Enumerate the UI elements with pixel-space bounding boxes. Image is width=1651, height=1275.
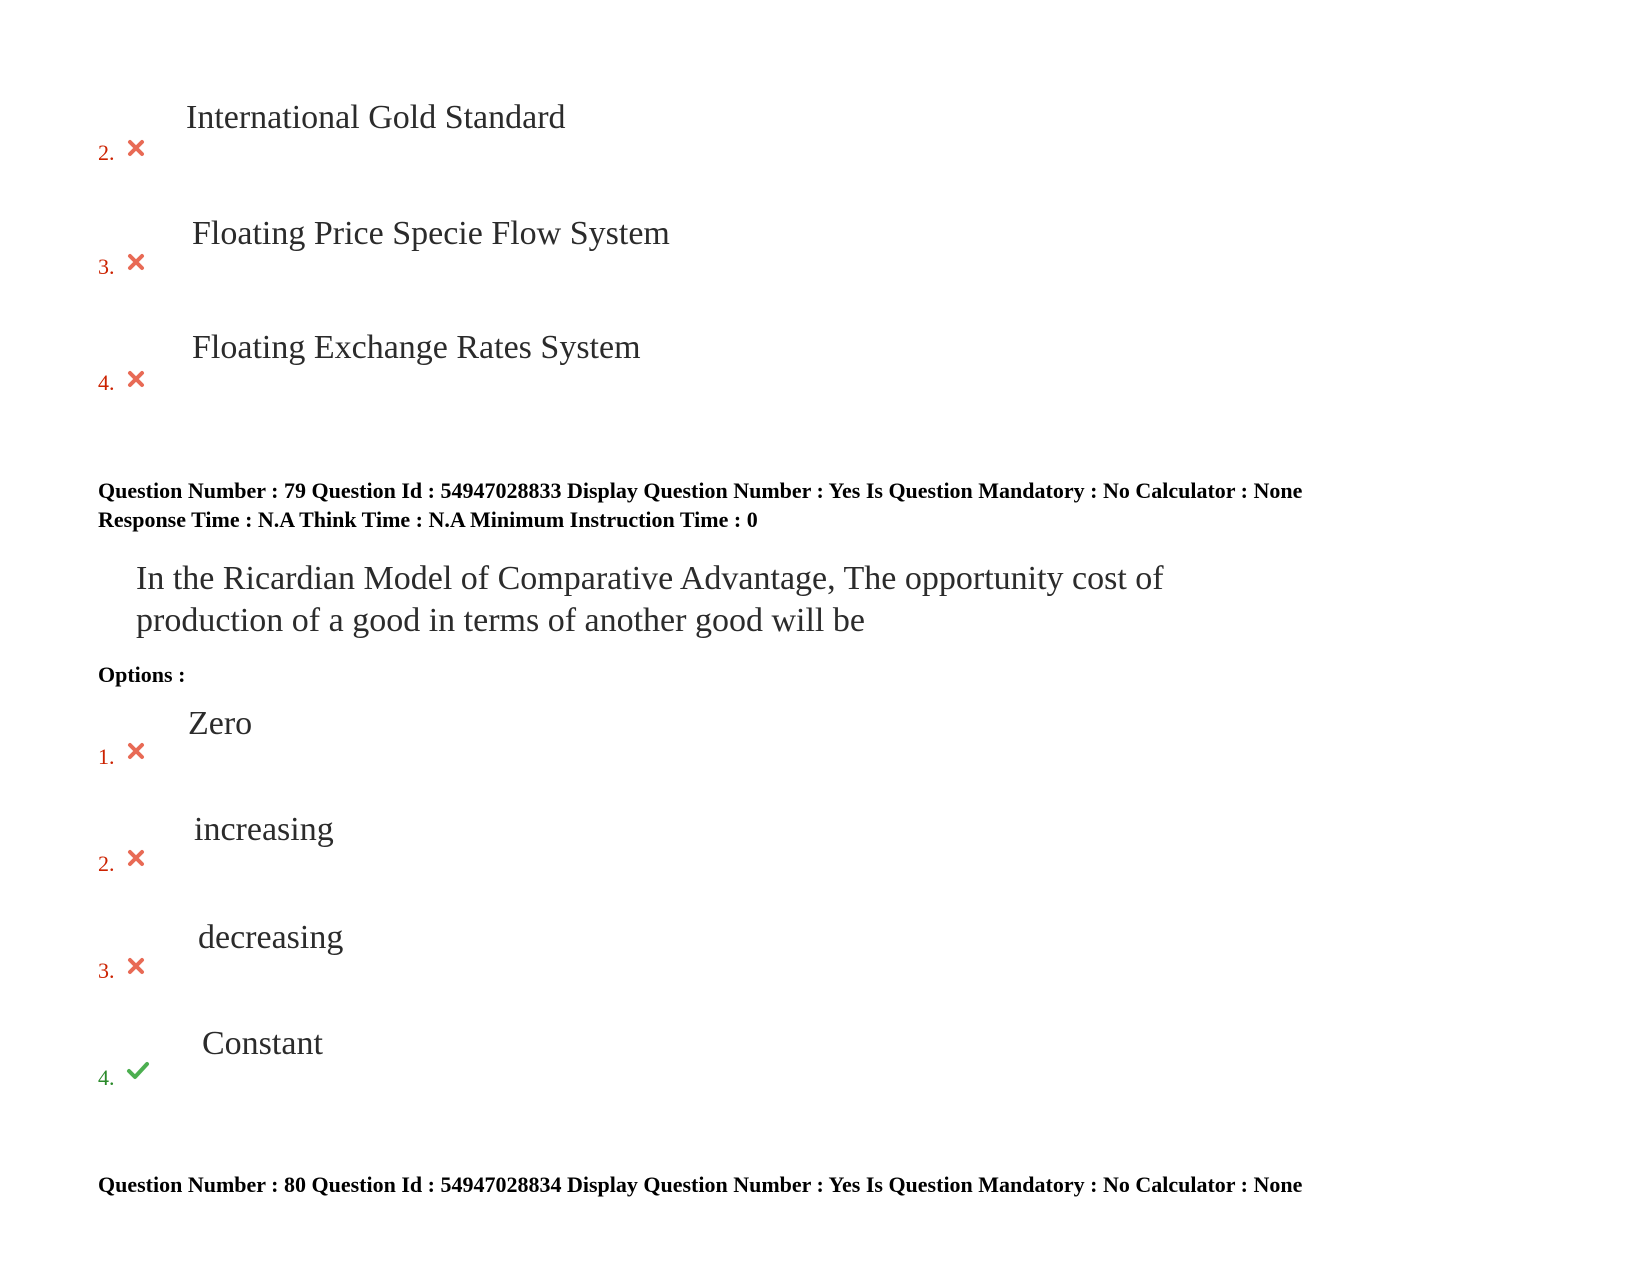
cross-icon — [126, 956, 146, 976]
cross-icon — [126, 741, 146, 761]
option-text: International Gold Standard — [186, 99, 566, 136]
option-text: increasing — [194, 811, 334, 848]
option-number: 2. — [98, 851, 115, 876]
option-text: Constant — [202, 1025, 323, 1062]
question-meta-line-2: Response Time : N.A Think Time : N.A Minimum Instruction Time : 0 — [98, 507, 758, 532]
option-number: 4. — [98, 1065, 115, 1090]
option-number: 4. — [98, 370, 115, 395]
option-number: 3. — [98, 958, 115, 983]
checkmark-icon — [126, 1060, 150, 1080]
option-number: 3. — [98, 254, 115, 279]
question-meta-line-1: Question Number : 80 Question Id : 54947028834 Display Question Number : Yes Is Question Mandatory : No Calculator : None — [98, 1172, 1303, 1197]
option-text: decreasing — [198, 919, 344, 956]
option-text: Floating Exchange Rates System — [192, 329, 641, 366]
cross-icon — [126, 369, 146, 389]
option-number: 2. — [98, 140, 115, 165]
option-text: Zero — [188, 705, 253, 742]
option-number: 1. — [98, 744, 115, 769]
question-meta-line-1: Question Number : 79 Question Id : 54947028833 Display Question Number : Yes Is Question Mandatory : No Calculator : None — [98, 478, 1303, 503]
cross-icon — [126, 848, 146, 868]
question-text: In the Ricardian Model of Comparative Advantage, The opportunity cost of production of a good in terms of another good will be — [136, 560, 1164, 639]
option-text: Floating Price Specie Flow System — [192, 215, 670, 252]
cross-icon — [126, 138, 146, 158]
options-label: Options : — [98, 662, 186, 687]
cross-icon — [126, 252, 146, 272]
